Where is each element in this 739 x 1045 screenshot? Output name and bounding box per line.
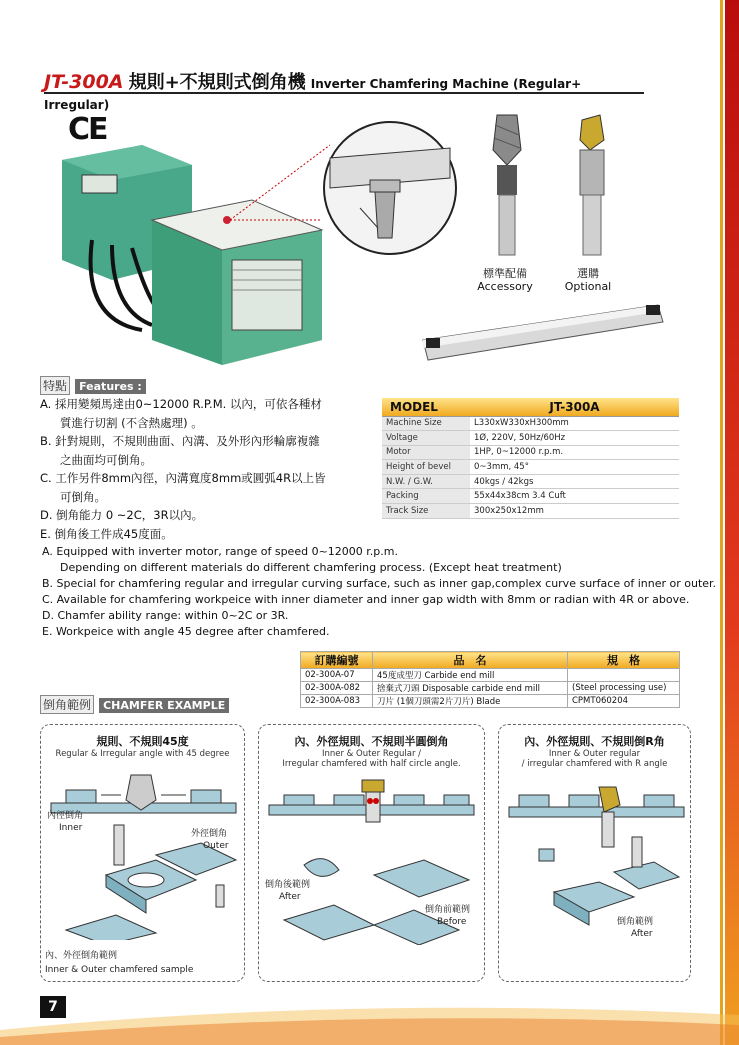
track-bar-image [418, 300, 668, 370]
chamfer-panel-r-angle [498, 724, 691, 982]
title-english: Inverter Chamfering Machine (Regular+ Irregular) [44, 77, 582, 112]
features-badge-cn: 特點 [40, 376, 70, 395]
order-name: 45度成型刀 Carbide end mill [373, 669, 568, 682]
spec-label: Machine Size [382, 416, 470, 431]
feature-cn-a-line2: 質進行切割 (不含熱處理) 。 [60, 416, 203, 430]
spec-value: 300x250x12mm [470, 504, 679, 519]
chamfer-badge-en: CHAMFER EXAMPLE [99, 698, 229, 713]
spec-header-label: MODEL [382, 398, 470, 416]
spec-row [382, 460, 679, 475]
accessory-cn: 標準配備 [483, 267, 527, 280]
panel-subtitle: Regular & Irregular angle with 45 degree [55, 749, 230, 759]
feature-cn-d: D. 倒角能力 0 ~2C，3R以內。 [40, 508, 204, 522]
panel-title: 規則、不規則45度 [96, 735, 189, 748]
label-sample-cn: 內、外徑倒角範例 [45, 951, 118, 961]
order-spec [568, 669, 680, 682]
spec-value: 1Ø, 220V, 50Hz/60Hz [470, 431, 679, 446]
feature-cn-b-line1: B. 針對規則，不規則曲面、內溝、及外形內形輪廓複雜 [40, 434, 320, 448]
spec-label: Packing [382, 489, 470, 504]
spec-value: L330xW330xH300mm [470, 416, 679, 431]
spec-row [382, 474, 679, 489]
accessory-cutter-image [485, 110, 530, 260]
feature-cn-c [40, 469, 326, 507]
optional-cn: 選購 [577, 267, 599, 280]
order-header-row [301, 652, 680, 669]
spec-value: 0~3mm, 45° [470, 460, 679, 475]
label-inner-en: Inner [59, 823, 83, 833]
spindle-detail-image [320, 118, 460, 258]
spec-row [382, 416, 679, 431]
order-table [300, 651, 680, 708]
order-row [301, 669, 680, 682]
chamfer-badge-cn: 倒角範例 [40, 695, 94, 714]
panel-subtitle-line2: / irregular chamfered with R angle [521, 759, 668, 769]
label-after-cn: 倒角後範例 [265, 880, 311, 890]
spec-row [382, 504, 679, 519]
label-outer-cn: 外徑倒角 [191, 829, 228, 839]
label-outer-en: Outer [203, 841, 229, 851]
order-row [301, 682, 680, 695]
spec-row [382, 431, 679, 446]
feature-cn-a-line1: A. 採用變頻馬達由0~12000 R.P.M. 以內，可依各種材 [40, 397, 322, 411]
order-code: 02-300A-082 [301, 682, 373, 695]
feature-en-e: E. Workpeice with angle 45 degree after chamfered. [42, 625, 330, 638]
spec-label: N.W. / G.W. [382, 474, 470, 489]
spec-label: Voltage [382, 431, 470, 446]
spec-value: 1HP, 0~12000 r.p.m. [470, 445, 679, 460]
chamfer-panel-45 [40, 724, 245, 982]
spec-label: Height of bevel [382, 460, 470, 475]
chamfer-example-heading [40, 694, 229, 714]
panel-title: 內、外徑規則、不規則半圓倒角 [294, 735, 449, 748]
page-edge-stripe [725, 0, 739, 1045]
optional-cutter-image [570, 110, 615, 260]
order-name: 捨棄式刀頭 Disposable carbide end mill [373, 682, 568, 695]
spec-label: Motor [382, 445, 470, 460]
features-heading [40, 375, 146, 395]
spec-table [382, 398, 679, 519]
order-code: 02-300A-07 [301, 669, 373, 682]
spec-value: 40kgs / 42kgs [470, 474, 679, 489]
accessory-caption [470, 267, 540, 293]
page-number: 7 [40, 996, 66, 1018]
accessory-en: Accessory [477, 280, 533, 293]
features-badge-en: Features : [75, 379, 146, 394]
panel-subtitle-line1: Inner & Outer Regular / [321, 749, 422, 759]
spec-row [382, 489, 679, 504]
order-code: 02-300A-083 [301, 695, 373, 708]
optional-en: Optional [564, 280, 612, 293]
spec-header-value: JT-300A [470, 398, 679, 416]
order-spec: CPMT060204 [568, 695, 680, 708]
feature-cn-e: E. 倒角後工件成45度面。 [40, 527, 173, 541]
label-after-en: After [279, 892, 301, 902]
page-edge-line [720, 0, 723, 1045]
order-header-spec: 規 格 [568, 652, 680, 669]
title-model: JT-300A [44, 71, 124, 93]
label-after-cn: 倒角範例 [617, 917, 654, 927]
feature-cn-c-line1: C. 工作另件8mm內徑，內溝寬度8mm或圓弧4R以上皆 [40, 471, 326, 485]
chamfer-panel-half-circle [258, 724, 485, 982]
order-row [301, 695, 680, 708]
page-title [44, 68, 644, 112]
label-after-en: After [631, 929, 653, 939]
feature-cn-b-line2: 之曲面均可倒角。 [60, 453, 152, 467]
label-inner-cn: 內徑倒角 [47, 811, 84, 821]
label-before-en: Before [437, 917, 467, 927]
optional-caption [553, 267, 623, 293]
panel-45-illustration [46, 765, 241, 940]
feature-en-a-cont: Depending on different materials do different chamfering process. (Except heat treatment) [60, 561, 562, 574]
spec-header-row [382, 398, 679, 416]
panel-subtitle-line2: Irregular chamfered with half circle angle. [282, 759, 461, 769]
label-before-cn: 倒角前範例 [425, 905, 471, 915]
feature-cn-c-line2: 可倒角。 [60, 490, 106, 504]
feature-cn-a [40, 395, 322, 433]
order-name: 刀片 (1個刀頭需2片刀片) Blade [373, 695, 568, 708]
feature-en-d: D. Chamfer ability range: within 0~2C or 3R. [42, 609, 289, 622]
feature-en-b: B. Special for chamfering regular and irregular curving surface, such as inner gap,complex curve surface of inner or outer. [42, 577, 717, 590]
spec-value: 55x44x38cm 3.4 Cuft [470, 489, 679, 504]
zoom-lines [220, 140, 340, 230]
order-header-name: 品 名 [373, 652, 568, 669]
order-header-code: 訂購編號 [301, 652, 373, 669]
title-chinese: 規則+不規則式倒角機 [128, 72, 306, 93]
feature-cn-b [40, 432, 320, 470]
spec-label: Track Size [382, 504, 470, 519]
panel-title: 內、外徑規則、不規則倒R角 [524, 735, 665, 748]
panel-subtitle-line1: Inner & Outer regular [548, 749, 641, 759]
spec-row [382, 445, 679, 460]
feature-en-a: A. Equipped with inverter motor, range of speed 0~12000 r.p.m. [42, 545, 398, 558]
feature-en-c: C. Available for chamfering workpeice with inner diameter and inner gap width with 8mm or radian with 4R or above. [42, 593, 690, 606]
label-sample-en: Inner & Outer chamfered sample [45, 965, 194, 975]
order-spec: (Steel processing use) [568, 682, 680, 695]
panel-r-angle-illustration [504, 777, 687, 937]
footer-swoosh [0, 985, 739, 1045]
ce-mark: CE [68, 112, 107, 147]
